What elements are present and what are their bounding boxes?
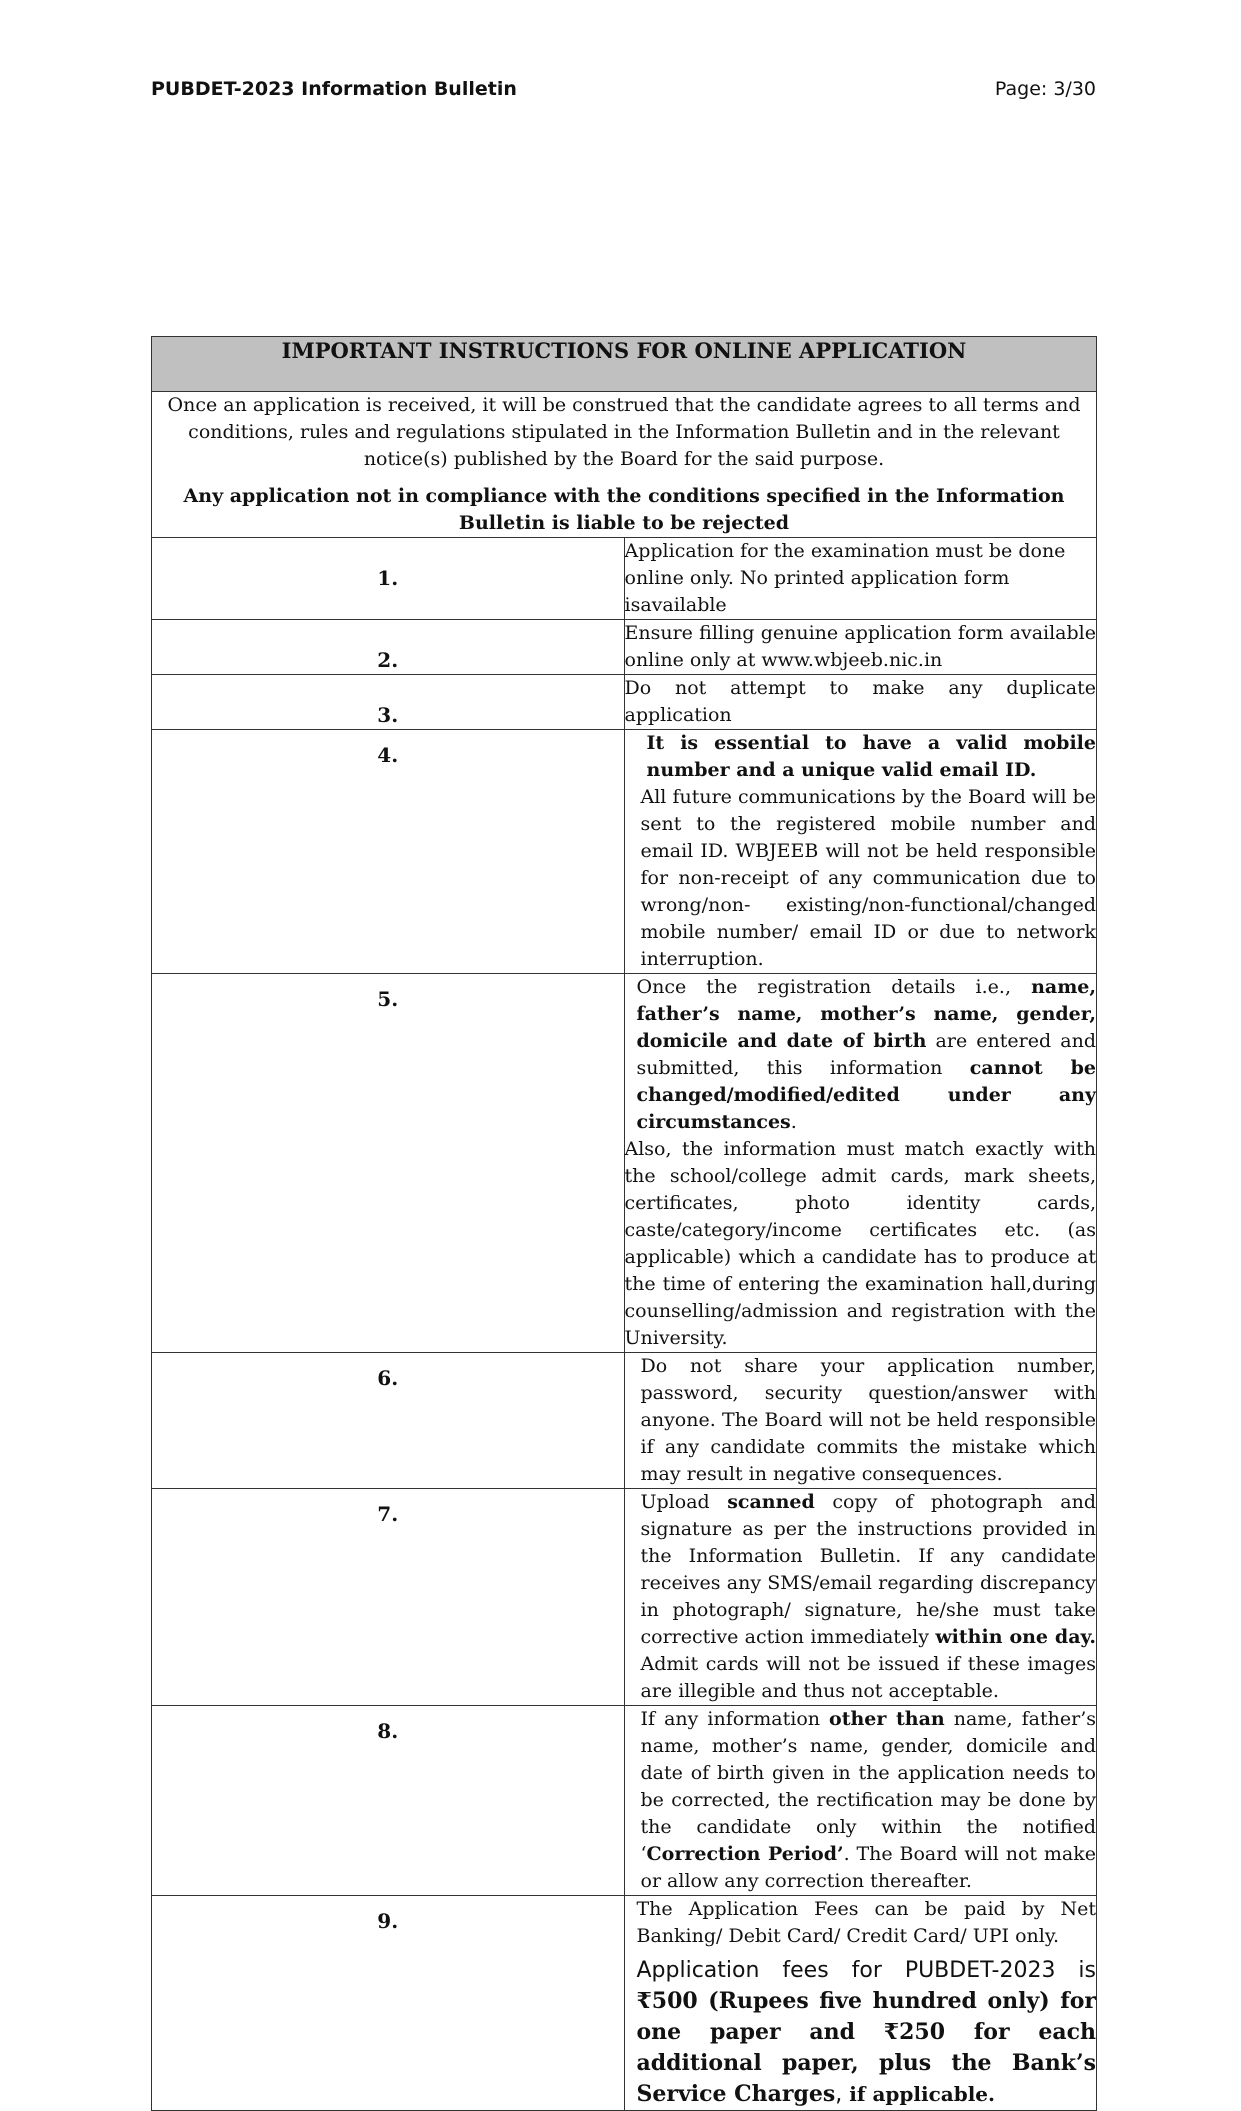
page-number: Page: 3/30 [994, 78, 1096, 100]
table-title: IMPORTANT INSTRUCTIONS FOR ONLINE APPLICATION [152, 337, 1097, 392]
item-text: Upload scanned copy of photograph and signature as per the instructions provided in the Information Bulletin. If any candidate receives any SMS/email regarding discrepancy in photograph/ signature, he/she must take corrective action immediately within one day. Admit cards will not be issued if these images are illegible and thus not acceptable. [624, 1489, 1097, 1706]
item-text: The Application Fees can be paid by Net Banking/ Debit Card/ Credit Card/ UPI only. Application fees for PUBDET-2023 is ₹500 (Rupees five hundred only) for one paper and ₹250 for each additional paper, plus the Bank’s Service Charges, if applicable. [624, 1896, 1097, 2111]
item-number: 3. [152, 675, 625, 730]
table-row [152, 974, 1097, 1353]
table-row [152, 1706, 1097, 1896]
table-row [152, 675, 1097, 730]
item-number: 4. [152, 730, 625, 974]
item-text: Application for the examination must be done online only. No printed application form isavailable [624, 538, 1097, 620]
item-text: If any information other than name, father’s name, mother’s name, gender, domicile and date of birth given in the application needs to be corrected, the rectification may be done by the candidate only within the notified ‘Correction Period’. The Board will not make or allow any correction thereafter. [624, 1706, 1097, 1896]
item-text: Once the registration details i.e., name, father’s name, mother’s name, gender, domicile and date of birth are entered and submitted, this information cannot be changed/modified/edited under any circumstances. Also, the information must match exactly with the school/college admit cards, mark sheets, certificates, photo identity cards, caste/category/income certificates etc. (as applicable) which a candidate has to produce at the time of entering the examination hall,during counselling/admission and registration with the University. [624, 974, 1097, 1353]
intro-text: Once an application is received, it will be construed that the candidate agrees to all terms and conditions, rules and regulations stipulated in the Information Bulletin and in the relevant notice(s) published by the Board for the said purpose. [167, 394, 1081, 470]
item-text: Do not attempt to make any duplicate application [624, 675, 1097, 730]
document-title: PUBDET-2023 Information Bulletin [151, 78, 517, 100]
item-number: 6. [152, 1353, 625, 1489]
item-number: 7. [152, 1489, 625, 1706]
item-text: Do not share your application number, password, security question/answer with anyone. The Board will not be held responsible if any candidate commits the mistake which may result in negative consequences. [624, 1353, 1097, 1489]
table-row [152, 538, 1097, 620]
item-number: 9. [152, 1896, 625, 2111]
table-row [152, 730, 1097, 974]
item-number: 8. [152, 1706, 625, 1896]
item-number: 1. [152, 538, 625, 620]
table-row [152, 1489, 1097, 1706]
instructions-table [151, 336, 1097, 2111]
page-header [151, 78, 1096, 100]
table-row [152, 1896, 1097, 2111]
intro-warning: Any application not in compliance with the conditions specified in the Information Bulletin is liable to be rejected [183, 485, 1065, 534]
table-row [152, 620, 1097, 675]
item-number: 5. [152, 974, 625, 1353]
item-text: It is essential to have a valid mobile number and a unique valid email ID. All future communications by the Board will be sent to the registered mobile number and email ID. WBJEEB will not be held responsible for non-receipt of any communication due to wrong/non- existing/non-functional/changed mobile number/ email ID or due to network interruption. [624, 730, 1097, 974]
item-number: 2. [152, 620, 625, 675]
item-text: Ensure filling genuine application form available online only at www.wbjeeb.nic.in [624, 620, 1097, 675]
intro-cell [152, 392, 1097, 538]
table-row [152, 1353, 1097, 1489]
